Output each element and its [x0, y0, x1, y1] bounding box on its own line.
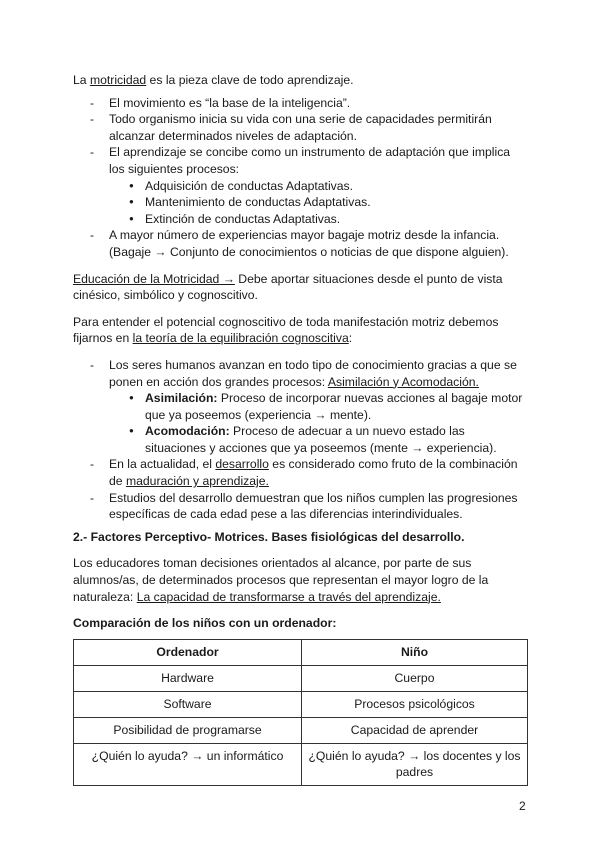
table-cell: ¿Quién lo ayuda? → un informático	[74, 743, 302, 785]
list-item	[73, 357, 528, 457]
desarrollo-link: desarrollo	[215, 457, 269, 472]
document-page	[73, 72, 528, 786]
acomodacion-text: Proceso de adecuar a un nuevo estado las situaciones y acciones que ya poseemos (mente → experiencia).	[145, 424, 497, 455]
list-item-text: En la actualidad, el	[109, 457, 216, 472]
asimilacion-acomodacion-link: Asimilación y Acomodación.	[327, 374, 479, 389]
educadores-paragraph	[73, 555, 528, 605]
capacidad-link: La capacidad de transformarse a través del aprendizaje.	[136, 589, 441, 604]
column-header: Niño	[302, 639, 528, 665]
table-cell: Capacidad de aprender	[302, 717, 528, 743]
list-item: ● Extinción de conductas Adaptativas.	[109, 211, 528, 228]
list-item: - Todo organismo inicia su vida con una serie de capacidades permitirán alcanzar determinados niveles de adaptación.	[73, 111, 528, 144]
potencial-text: Para entender el potencial cognoscitivo de toda manifestación motriz debemos fijarnos en	[73, 314, 499, 346]
list-item-text: Los seres humanos avanzan en todo tipo de conocimiento gracias a que se ponen en acción dos grandes procesos:	[109, 357, 517, 389]
table-row	[74, 691, 528, 717]
educacion-link: Educación de la Motricidad →	[73, 271, 235, 286]
list-item-acomodacion	[109, 423, 528, 456]
intro-post: es la pieza clave de todo aprendizaje.	[146, 73, 354, 87]
equilibracion-link: la teoría de la equilibración cognoscitiva	[132, 331, 349, 346]
educacion-paragraph	[73, 271, 528, 304]
educadores-text: Los educadores toman decisiones orientados al alcance, por parte de sus alumnos/as, de determinados procesos que representan el mayor logro de la naturaleza:	[73, 556, 489, 604]
acomodacion-label: Acomodación:	[145, 424, 230, 439]
table-header-row	[74, 639, 528, 665]
column-header: Ordenador	[74, 639, 302, 665]
asimilacion-label: Asimilación:	[145, 391, 218, 406]
table-row	[74, 743, 528, 785]
procesos-definiciones-list	[109, 390, 528, 456]
list-item-text: es considerado como fruto de la combinación de	[109, 457, 518, 489]
list-item	[73, 456, 528, 489]
list-item: ● Mantenimiento de conductas Adaptativas.	[109, 194, 528, 211]
list-item	[73, 144, 528, 227]
table-row	[74, 665, 528, 691]
procesos-list	[109, 178, 528, 228]
list-item-text: El aprendizaje se concibe como un instrumento de adaptación que implica los siguientes procesos:	[109, 145, 511, 176]
intro-paragraph	[73, 72, 528, 89]
intro-link-motricidad: motricidad	[89, 73, 147, 87]
list-item: - A mayor número de experiencias mayor bagaje motriz desde la infancia. (Bagaje → Conjunto de conocimientos o noticias de que dispone alguien).	[73, 227, 528, 260]
table-cell: Posibilidad de programarse	[74, 717, 302, 743]
list-item: - El movimiento es “la base de la inteligencia”.	[73, 95, 528, 112]
table-cell: Software	[74, 691, 302, 717]
comparison-table	[73, 639, 528, 786]
table-row	[74, 717, 528, 743]
asimilacion-text: Proceso de incorporar nuevas acciones al bagaje motor que ya poseemos (experiencia → mente).	[145, 391, 523, 422]
table-cell: Hardware	[74, 665, 302, 691]
list-item: - Estudios del desarrollo demuestran que los niños cumplen las progresiones específicas de cada edad pese a las diferencias interindividuales.	[73, 490, 528, 523]
intro-pre: La	[73, 73, 90, 87]
potencial-paragraph	[73, 314, 528, 347]
equilibracion-list	[73, 357, 528, 523]
table-cell: ¿Quién lo ayuda? → los docentes y los padres	[302, 743, 528, 785]
educacion-text: Debe aportar situaciones desde el punto de vista cinésico, simbólico y cognoscitivo.	[73, 271, 503, 303]
comparison-heading: Comparación de los niños con un ordenador:	[73, 616, 337, 631]
table-cell: Cuerpo	[302, 665, 528, 691]
maduracion-link: maduración y aprendizaje.	[125, 474, 269, 489]
potencial-post: :	[348, 331, 353, 346]
section-heading: 2.- Factores Perceptivo- Motrices. Bases fisiológicas del desarrollo.	[73, 529, 465, 544]
table-cell: Procesos psicológicos	[302, 691, 528, 717]
list-item-asimilacion	[109, 390, 528, 423]
page-number: 2	[519, 799, 526, 813]
list-item: ● Adquisición de conductas Adaptativas.	[109, 178, 528, 195]
motricidad-list	[73, 95, 528, 261]
